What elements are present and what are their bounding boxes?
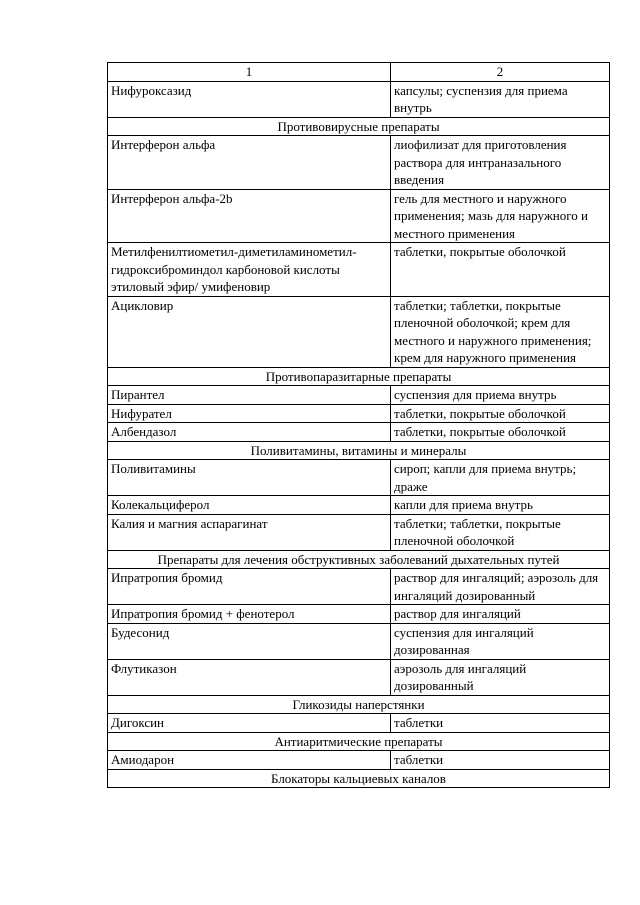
drug-name-cell: Албендазол bbox=[108, 423, 391, 442]
table-row bbox=[108, 243, 610, 297]
table-row bbox=[108, 460, 610, 496]
table-row bbox=[108, 423, 610, 442]
table-row bbox=[108, 605, 610, 624]
drug-name-cell: Поливитамины bbox=[108, 460, 391, 496]
section-title: Препараты для лечения обструктивных заболеваний дыхательных путей bbox=[108, 550, 610, 569]
header-row bbox=[108, 63, 610, 82]
drug-name-cell: Дигоксин bbox=[108, 714, 391, 733]
dosage-form-cell: капли для приема внутрь bbox=[391, 496, 610, 515]
drug-name-cell: Нифуроксазид bbox=[108, 81, 391, 117]
dosage-form-cell: капсулы; суспензия для приема внутрь bbox=[391, 81, 610, 117]
table-row bbox=[108, 751, 610, 770]
drug-name-cell: Интерферон альфа-2b bbox=[108, 189, 391, 243]
table-row bbox=[108, 404, 610, 423]
section-title: Гликозиды наперстянки bbox=[108, 695, 610, 714]
drug-name-cell: Ипратропия бромид bbox=[108, 569, 391, 605]
section-title: Антиаритмические препараты bbox=[108, 732, 610, 751]
dosage-form-cell: суспензия для приема внутрь bbox=[391, 386, 610, 405]
dosage-form-cell: лиофилизат для приготовления раствора для интраназального введения bbox=[391, 136, 610, 190]
table-row bbox=[108, 296, 610, 367]
dosage-form-cell: таблетки bbox=[391, 714, 610, 733]
dosage-form-cell: таблетки, покрытые оболочкой bbox=[391, 423, 610, 442]
table-row bbox=[108, 659, 610, 695]
drug-name-cell: Ипратропия бромид + фенотерол bbox=[108, 605, 391, 624]
drug-name-cell: Метилфенилтиометил-диметиламинометил-гидроксиброминдол карбоновой кислоты этиловый эфир/ умифеновир bbox=[108, 243, 391, 297]
drug-name-cell: Пирантел bbox=[108, 386, 391, 405]
header-col-2: 2 bbox=[391, 63, 610, 82]
table-row bbox=[108, 623, 610, 659]
drug-name-cell: Колекальциферол bbox=[108, 496, 391, 515]
dosage-form-cell: таблетки, покрытые оболочкой bbox=[391, 404, 610, 423]
section-row bbox=[108, 441, 610, 460]
dosage-form-cell: таблетки, покрытые оболочкой bbox=[391, 243, 610, 297]
section-title: Поливитамины, витамины и минералы bbox=[108, 441, 610, 460]
table-row bbox=[108, 81, 610, 117]
section-row bbox=[108, 695, 610, 714]
dosage-form-cell: аэрозоль для ингаляций дозированный bbox=[391, 659, 610, 695]
header-col-1: 1 bbox=[108, 63, 391, 82]
drug-name-cell: Нифурател bbox=[108, 404, 391, 423]
section-title: Блокаторы кальциевых каналов bbox=[108, 769, 610, 788]
table-row bbox=[108, 386, 610, 405]
section-row bbox=[108, 117, 610, 136]
drug-name-cell: Ацикловир bbox=[108, 296, 391, 367]
section-row bbox=[108, 367, 610, 386]
section-row bbox=[108, 769, 610, 788]
drug-table bbox=[107, 62, 610, 788]
section-title: Противовирусные препараты bbox=[108, 117, 610, 136]
dosage-form-cell: гель для местного и наружного применения; мазь для наружного и местного применения bbox=[391, 189, 610, 243]
section-row bbox=[108, 732, 610, 751]
drug-name-cell: Флутиказон bbox=[108, 659, 391, 695]
table-row bbox=[108, 714, 610, 733]
table-row bbox=[108, 189, 610, 243]
dosage-form-cell: таблетки; таблетки, покрытые пленочной оболочкой; крем для местного и наружного применения; крем для наружного применения bbox=[391, 296, 610, 367]
table-row bbox=[108, 136, 610, 190]
dosage-form-cell: раствор для ингаляций; аэрозоль для ингаляций дозированный bbox=[391, 569, 610, 605]
drug-name-cell: Интерферон альфа bbox=[108, 136, 391, 190]
dosage-form-cell: суспензия для ингаляций дозированная bbox=[391, 623, 610, 659]
table-row bbox=[108, 514, 610, 550]
section-title: Противопаразитарные препараты bbox=[108, 367, 610, 386]
section-row bbox=[108, 550, 610, 569]
table-row bbox=[108, 569, 610, 605]
drug-name-cell: Калия и магния аспарагинат bbox=[108, 514, 391, 550]
drug-table-body bbox=[108, 63, 610, 788]
drug-name-cell: Будесонид bbox=[108, 623, 391, 659]
table-row bbox=[108, 496, 610, 515]
dosage-form-cell: таблетки; таблетки, покрытые пленочной оболочкой bbox=[391, 514, 610, 550]
dosage-form-cell: сироп; капли для приема внутрь; драже bbox=[391, 460, 610, 496]
drug-name-cell: Амиодарон bbox=[108, 751, 391, 770]
dosage-form-cell: таблетки bbox=[391, 751, 610, 770]
dosage-form-cell: раствор для ингаляций bbox=[391, 605, 610, 624]
